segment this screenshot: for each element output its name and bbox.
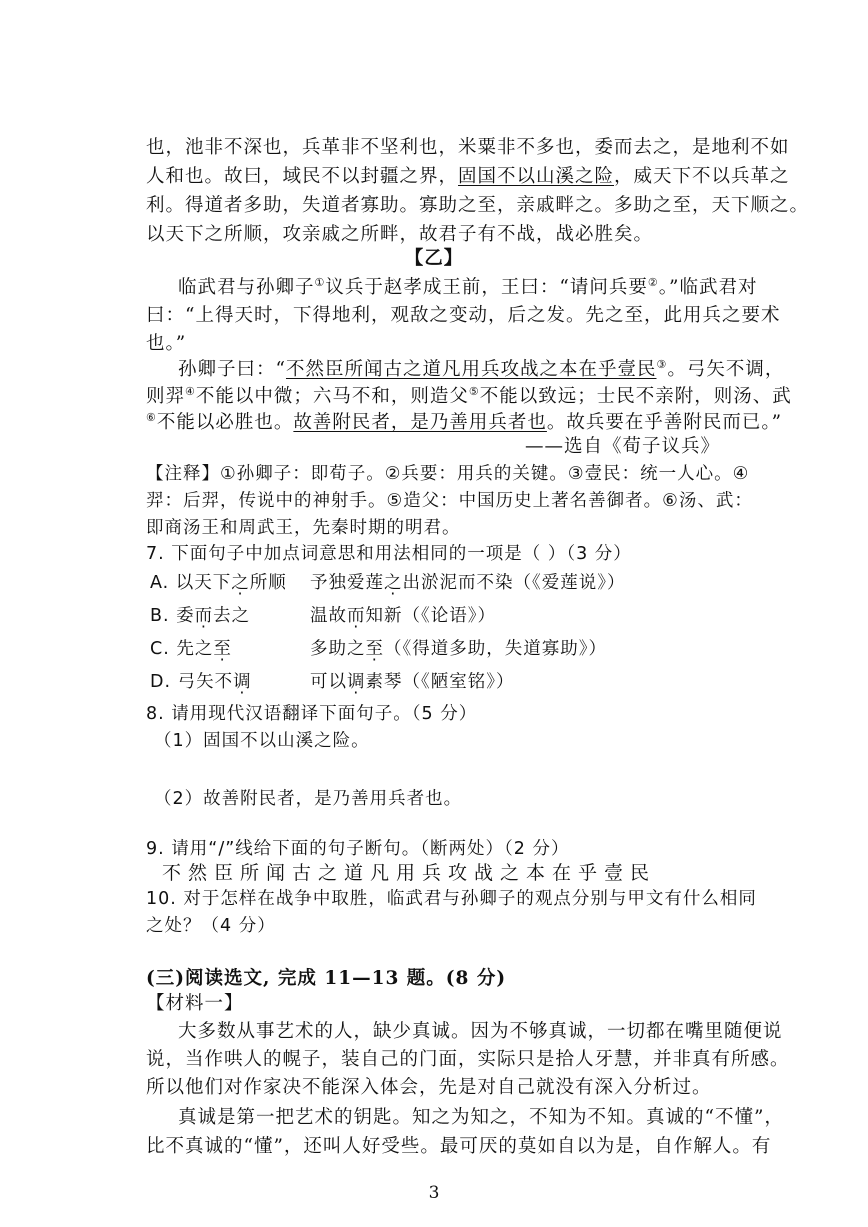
material-1-line-4: 真诚是第一把艺术的钥匙。知之为知之，不知为不知。真诚的“不懂”， (178, 1107, 784, 1128)
q7-stem: 7. 下面句子中加点词意思和用法相同的一项是（ ）（3 分） (146, 544, 632, 564)
notes-line-2: 羿：后羿，传说中的神射手。⑤造父：中国历史上著名善御者。⑥汤、武： (146, 491, 753, 511)
underlined-sentence: 不然臣所闻古之道凡用兵攻战之本在乎壹民 (285, 359, 657, 380)
q9-stem: 9. 请用“/”线给下面的句子断句。（断两处）（2 分） (146, 839, 570, 859)
jia-line-3: 利。得道者多助，失道者寡助。寡助之至，亲戚畔之。多助之至，天下顺之。 (146, 195, 810, 216)
note-ref: ② (647, 275, 659, 289)
yi-source: ——选自《荀子议兵》 (524, 436, 720, 457)
q8-sentence-2: （2）故善附民者，是乃善用兵者也。 (154, 789, 463, 809)
jia-line-4: 以天下之所顺，攻亲戚之所畔，故君子有不战，战必胜矣。 (146, 224, 654, 245)
q8-sentence-1: （1）固国不以山溪之险。 (154, 731, 370, 751)
page-number: 3 (428, 1183, 440, 1203)
notes-line-3: 即商汤王和周武王，先秦时期的明君。 (146, 518, 461, 538)
q8-stem: 8. 请用现代汉语翻译下面句子。（5 分） (146, 704, 478, 724)
note-ref: ① (314, 275, 326, 289)
jia-line-1: 也，池非不深也，兵革非不坚利也，米粟非不多也，委而去之，是地利不如 (146, 137, 790, 158)
material-1-line-5: 比不真诚的“懂”，还叫人好受些。最可厌的莫如自以为是，自作解人。有 (146, 1136, 772, 1157)
q10-line-1: 10. 对于怎样在战争中取胜，临武君与孙卿子的观点分别与甲文有什么相同 (146, 889, 757, 909)
material-1-line-1: 大多数从事艺术的人，缺少真诚。因为不够真诚，一切都在嘴里随便说 (178, 1021, 783, 1042)
note-ref: ③ (656, 357, 668, 371)
yi-line-5: 则羿④不能以中微；六马不和，则造父⑤不能以致远；士民不亲附，则汤、武 (146, 384, 792, 407)
material-1-line-3: 所以他们对作家决不能深入体会，先是对自己就没有深入分析过。 (146, 1077, 712, 1098)
yi-line-6: ⑥不能以必胜也。故善附民者，是乃善用兵者也。故兵要在乎善附民而已。” (146, 410, 783, 433)
material-1-heading: 【材料一】 (146, 993, 244, 1014)
notes-line-1: 【注释】①孙卿子：即荀子。②兵要：用兵的关键。③壹民：统一人心。④ (146, 464, 750, 484)
q10-line-2: 之处？（4 分） (146, 916, 276, 936)
yi-heading: 【乙】 (404, 248, 464, 269)
yi-line-1: 临武君与孙卿子①议兵于赵孝成王前，王曰：“请问兵要②。”临武君对 (178, 275, 758, 298)
note-ref: ⑥ (146, 410, 157, 424)
jia-line-2: 人和也。故曰，域民不以封疆之界，固国不以山溪之险，威天下不以兵革之 (146, 166, 790, 187)
yi-line-4: 孙卿子曰：“不然臣所闻古之道凡用兵攻战之本在乎壹民③。弓矢不调， (178, 357, 785, 380)
underlined-sentence: 故善附民者，是乃善用兵者也 (293, 412, 547, 433)
underlined-phrase: 固国不以山溪之险 (458, 166, 615, 187)
note-ref: ⑤ (468, 384, 480, 398)
yi-line-2: 曰：“上得天时，下得地利，观敌之变动，后之发。先之至，此用兵之要术 (146, 305, 781, 326)
q9-sentence: 不然臣所闻古之道凡用兵攻战之本在乎壹民 (162, 862, 657, 884)
material-1-line-2: 说，当作哄人的幌子，装自己的门面，实际只是拾人牙慧，并非真有所感。 (146, 1049, 790, 1070)
yi-line-3: 也。” (146, 333, 187, 354)
exam-page: 也，池非不深也，兵革非不坚利也，米粟非不多也，委而去之，是地利不如 人和也。故曰，域民不以封疆之界，固国不以山溪之险，威天下不以兵革之 利。得道者多助，失道者寡助。寡助之至，亲戚畔之。多助之至，天下顺之。 以天下之所顺，攻亲戚之所畔，故君子有不战，战必胜矣。 【乙】 临武君与孙卿子①议兵于赵孝成王前，王曰：“请问兵要②。”临武君对 曰：“上得天时，下得地利，观敌之变动，后之发。先之至，此用兵之要术 也。” 孙卿子曰：“不然臣所闻古之道凡用兵攻战之本在乎壹民③。弓矢不调， 则羿④不能以中微；六马不和，则造父⑤不能以致远；士民不亲附，则汤、武 ⑥不能以必胜也。故善附民者，是乃善用兵者也。故兵要在乎善附民而已。” ——选自《荀子议兵》 【注释】①孙卿子：即荀子。②兵要：用兵的关键。③壹民：统一人心。④ 羿：后羿，传说中的神射手。⑤造父：中国历史上著名善御者。⑥汤、武： 即商汤王和周武王，先秦时期的明君。 7. 下面句子中加点词意思和用法相同的一项是（ ）（3 分） A. 以天下之所顺 予独爱莲之出淤泥而不染（《爱莲说》） B. 委而去之 温故而知新（《论语》） C. 先之至 多助之至（《得道多助，失道寡助》） D. 弓矢不调 可以调素琴（《陋室铭》） 8. 请用现代汉语翻译下面句子。（5 分） （1）固国不以山溪之险。 （2）故善附民者，是乃善用兵者也。 9. 请用“/”线给下面的句子断句。（断两处）（2 分） 不然臣所闻古之道凡用兵攻战之本在乎壹民 10. 对于怎样在战争中取胜，临武君与孙卿子的观点分别与甲文有什么相同 之处？（4 分） (三)阅读选文, 完成 11—13 题。(8 分) 【材料一】 大多数从事艺术的人，缺少真诚。因为不够真诚，一切都在嘴里随便说 说，当作哄人的幌子，装自己的门面，实际只是拾人牙慧，并非真有所感。 所以他们对作家决不能深入体会，先是对自己就没有深入分析过。 真诚是第一把艺术的钥匙。知之为知之，不知为不知。真诚的“不懂”， 比不真诚的“懂”，还叫人好受些。最可厌的莫如自以为是，自作解人。有 3 (0, 0, 868, 1227)
section3-heading: (三)阅读选文, 完成 11—13 题。(8 分) (146, 968, 507, 989)
note-ref: ④ (185, 384, 196, 398)
